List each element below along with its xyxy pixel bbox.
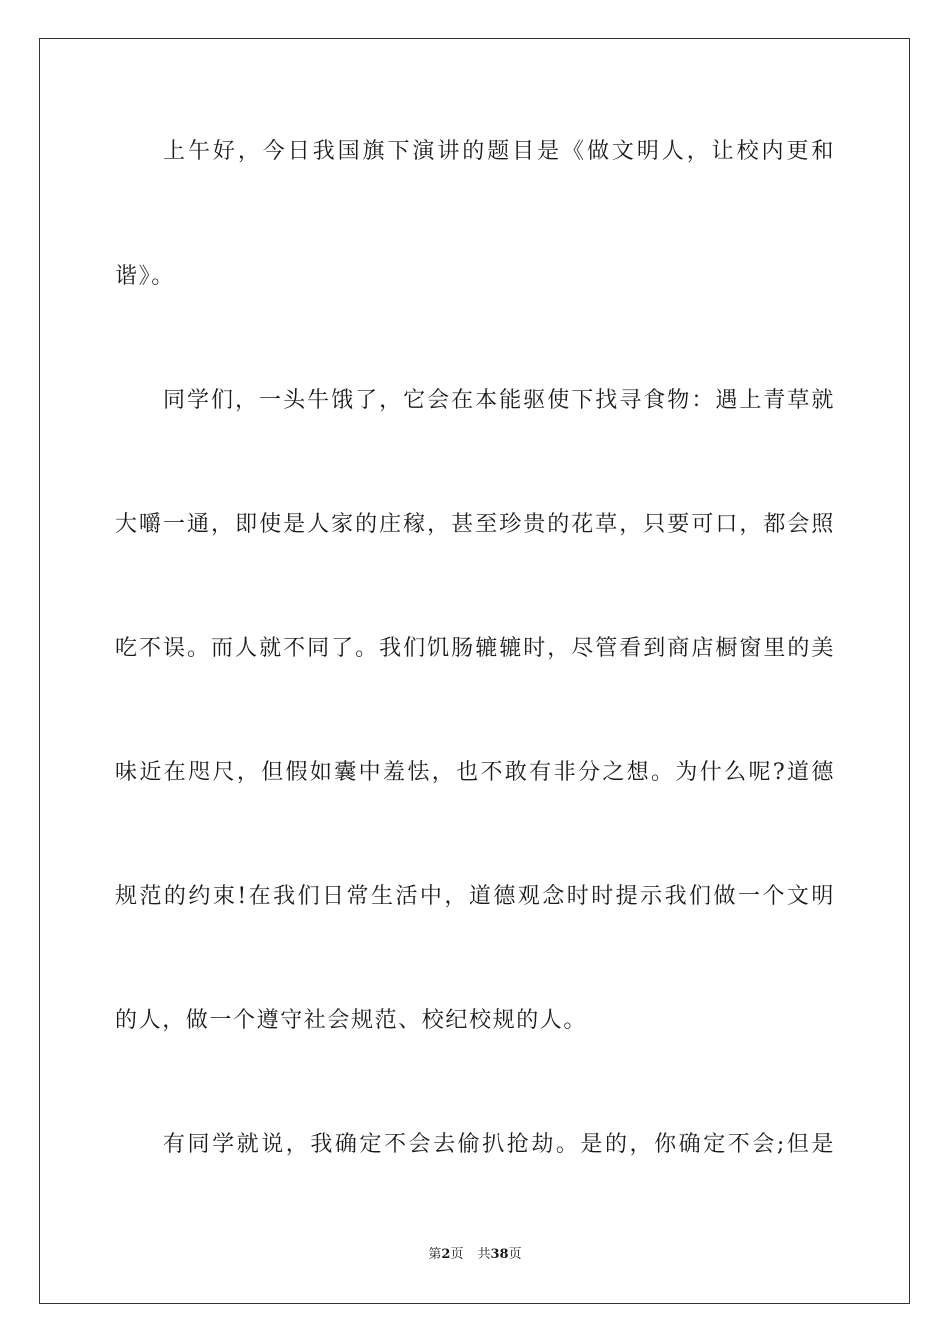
text-line-9: 有同学就说，我确定不会去偷扒抢劫。是的，你确定不会;但是	[163, 1132, 835, 1157]
page-suffix: 页	[450, 1247, 464, 1262]
page-footer	[0, 1246, 950, 1264]
page-number: 2	[441, 1247, 451, 1262]
text-line-8: 的人，做一个遵守社会规范、校纪校规的人。	[115, 1008, 588, 1033]
total-suffix: 页	[508, 1247, 522, 1262]
page-prefix: 第	[428, 1247, 442, 1262]
text-line-4: 大嚼一通，即使是人家的庄稼，甚至珍贵的花草，只要可口，都会照	[115, 512, 835, 537]
document-body	[115, 0, 835, 1344]
total-pages: 38	[490, 1247, 509, 1262]
total-prefix: 共	[477, 1247, 491, 1262]
text-line-5: 吃不误。而人就不同了。我们饥肠辘辘时，尽管看到商店橱窗里的美	[115, 636, 835, 661]
text-line-7: 规范的约束!在我们日常生活中，道德观念时时提示我们做一个文明	[115, 884, 835, 909]
text-line-1: 上午好，今日我国旗下演讲的题目是《做文明人，让校内更和	[163, 139, 835, 164]
text-line-6: 味近在咫尺，但假如囊中羞怯，也不敢有非分之想。为什么呢?道德	[115, 760, 835, 785]
text-line-3: 同学们，一头牛饿了，它会在本能驱使下找寻食物：遇上青草就	[163, 388, 835, 413]
text-line-2: 谐》。	[115, 264, 175, 289]
